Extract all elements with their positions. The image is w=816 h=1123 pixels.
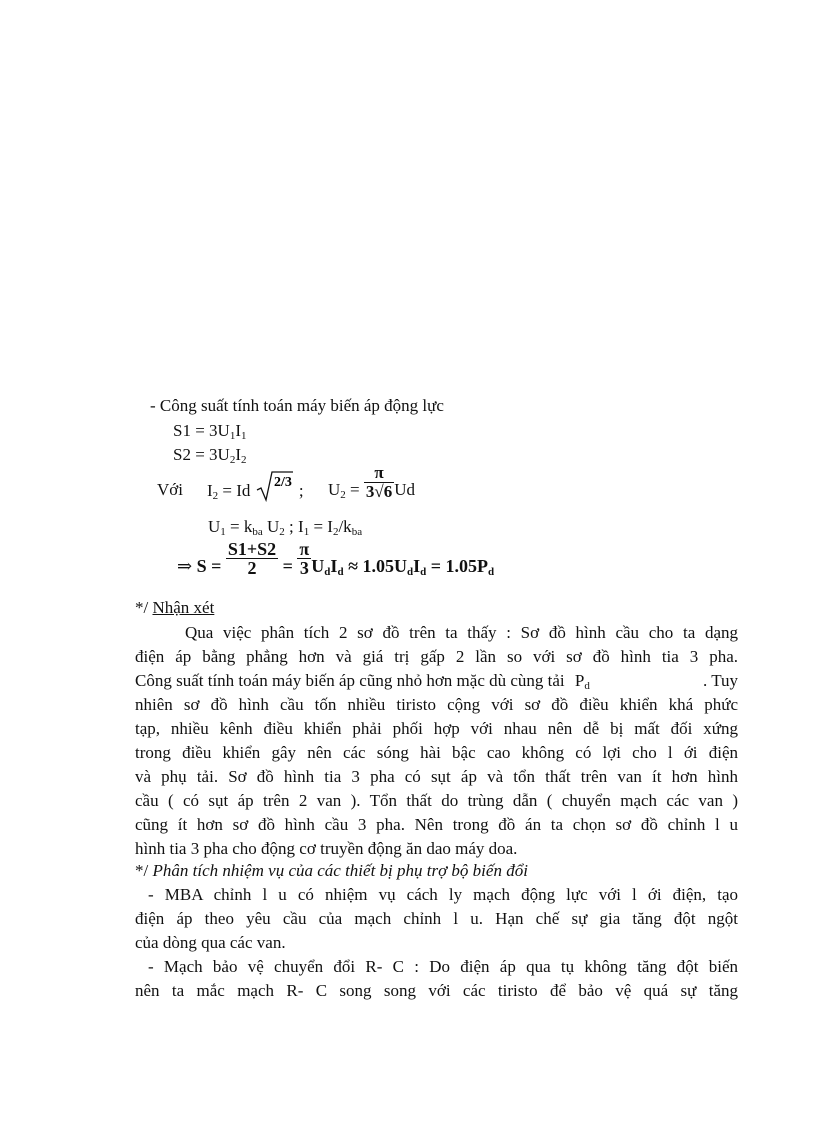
formula-u2: $U_2$ = $\frac{\pi}{3√6}$ Ud (328, 462, 415, 501)
para1-line-5: tạp, nhiều kênh điều khiển phải phối hợp với nhau nên dễ bị mất đối xứng (135, 719, 738, 738)
formula-s2: $S2 = 3U_2I_2$ (173, 445, 247, 466)
para1-line-2: điện áp bằng phẳng hơn và giá trị gấp 2 lần so với sơ đồ hình tia 3 pha. (135, 647, 738, 666)
para1-line-6: trong điều khiển gây nên các sóng hài bậc cao không có lợi cho l ới điện (135, 743, 738, 762)
heading-phan-tich: */ Phân tích nhiệm vụ của các thiết bị phụ trợ bộ biến đổi (135, 861, 528, 880)
formula-s-total: ⇒ S = $\frac{S1+S2}{2}$ = $\frac{\pi}{3}$ $U_dI_d \approx 1.05U_dI_d = 1.05P_d$ (177, 539, 495, 579)
fraction-pi-3sqrt6: $\frac{\pi}{3√6}$ (365, 462, 393, 501)
para3-line-2: nên ta mắc mạch R- C song song với các tiristo để bảo vệ quá sự tăng (135, 981, 738, 1000)
para1-line-4: nhiên sơ đồ hình cầu tốn nhiều tiristo cộng với sơ đồ điều khiển khá phức (135, 695, 738, 714)
para1-line-10: hình tia 3 pha cho động cơ truyền động ăn dao máy doa. (135, 839, 518, 858)
formula-u1-i1: $U_1 = k_{ba}$ $U_2$ ; $I_1 = I_2/k_{ba}$ (208, 517, 363, 538)
label-voi: Với (157, 480, 183, 499)
sqrt-content: 2/3 (273, 475, 292, 490)
para1-line-3: Công suất tính toán máy biến áp cũng nhỏ hơn mặc dù cùng tải $P_d$ . Tuy (135, 671, 738, 692)
formula-i2: $I_2 = Id$ 2/3 ; (207, 480, 304, 504)
para3-line-1: - Mạch bảo vệ chuyển đổi R- C : Do điện áp qua tụ không tăng đột biến (148, 957, 738, 976)
fraction-pi-over-3: $\frac{\pi}{3}$ (299, 539, 310, 579)
para2-line-1: - MBA chỉnh l u có nhiệm vụ cách ly mạch động lực với l ới điện, tạo (148, 885, 738, 904)
heading-nhan-xet: */ Nhận xét (135, 598, 215, 617)
para1-line-7: và phụ tải. Sơ đồ hình tia 3 pha có sụt áp và tổn thất trên van ít hơn hình (135, 767, 738, 786)
para2-line-2: điện áp theo yêu cầu của mạch chỉnh l u. Hạn chế sự gia tăng đột ngột (135, 909, 738, 928)
fraction-s1-s2-over-2: $\frac{S1+S2}{2}$ (227, 539, 277, 579)
implies-arrow: ⇒ (177, 556, 193, 576)
para1-line-1: Qua việc phân tích 2 sơ đồ trên ta thấy : Sơ đồ hình cầu cho ta dạng (185, 623, 738, 642)
section-title: - Công suất tính toán máy biến áp động lực (150, 396, 444, 415)
sqrt-two-thirds (255, 475, 295, 504)
formula-s1: $S1 = 3U_1I_1$ (173, 421, 247, 442)
para1-line-9: cũng ít hơn sơ đồ hình cầu 3 pha. Nên trong đồ án ta chọn sơ đồ chỉnh l u (135, 815, 738, 834)
para1-line-8: cầu ( có sụt áp trên 2 van ). Tổn thất do trùng dẫn ( chuyển mạch các van ) (135, 791, 738, 810)
para2-line-3: của dòng qua các van. (135, 933, 286, 952)
